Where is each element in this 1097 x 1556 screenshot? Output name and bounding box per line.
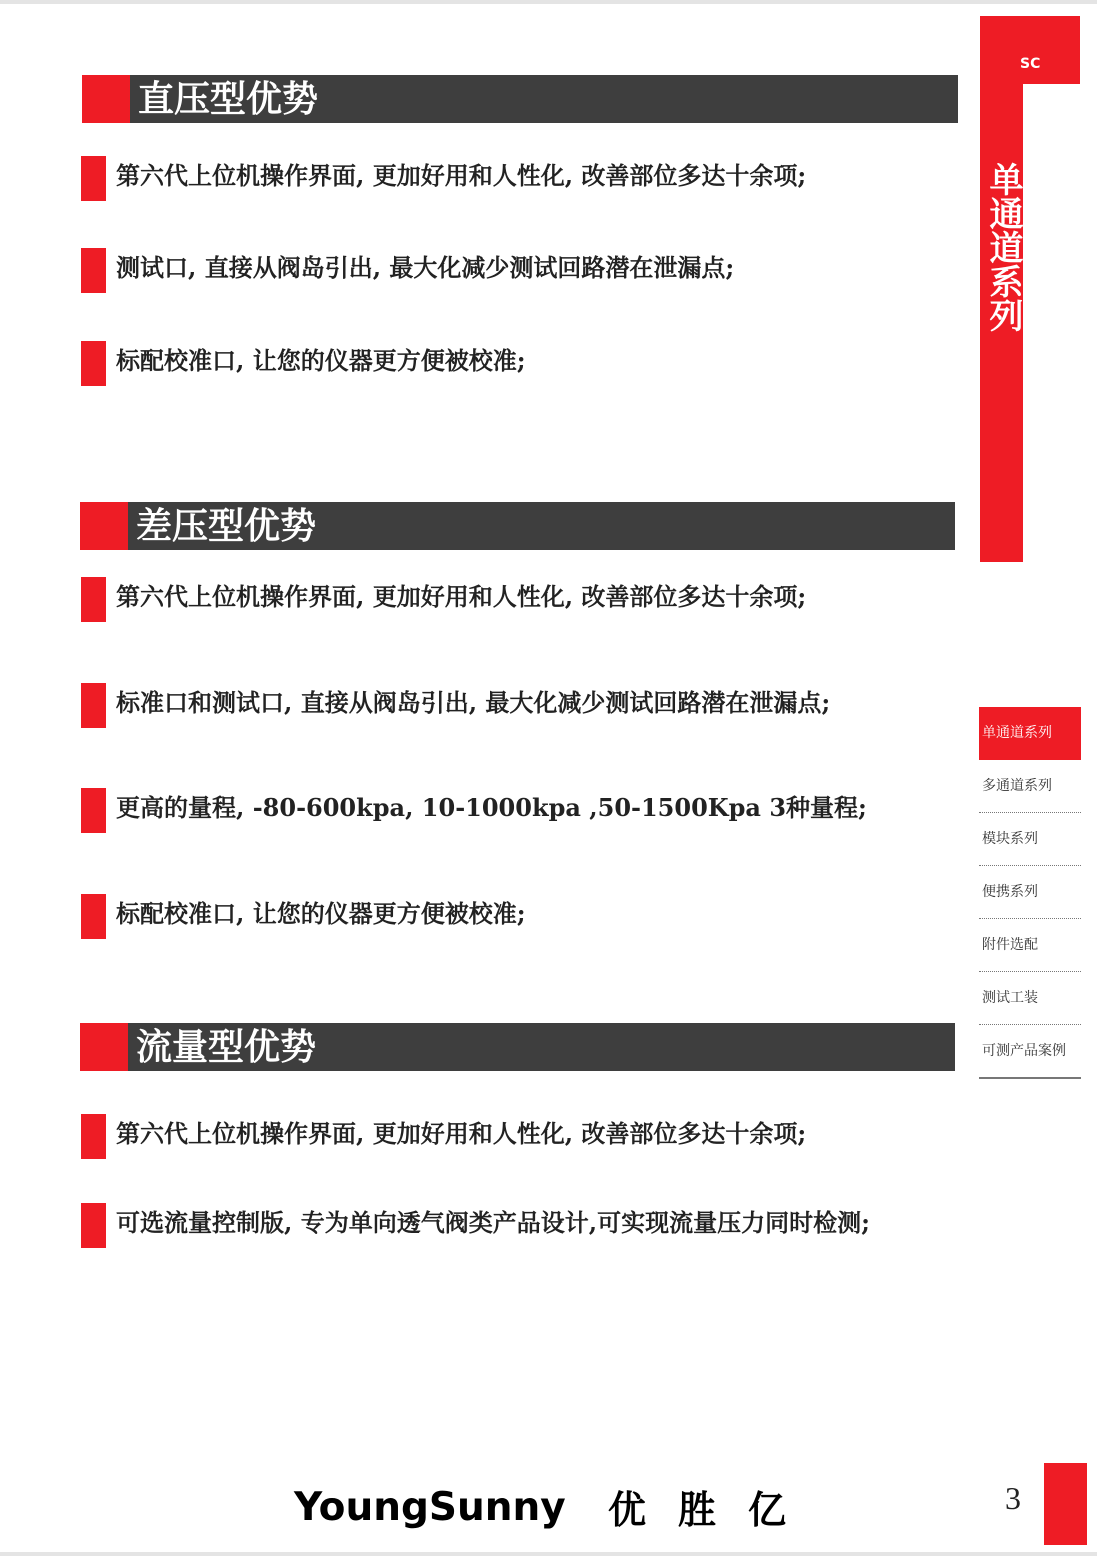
nav-item-multi-channel[interactable]: 多通道系列: [979, 760, 1081, 813]
red-marker: [81, 577, 106, 622]
brand-name-en: YoungSunny: [294, 1485, 566, 1530]
red-marker: [81, 683, 106, 728]
list-item: [81, 248, 961, 294]
section-header-differential-pressure: [80, 502, 955, 550]
list-item: [81, 683, 961, 729]
list-item: [81, 577, 961, 623]
nav-item-accessories[interactable]: 附件选配: [979, 919, 1081, 972]
red-marker: [81, 248, 106, 293]
list-item-text: 更高的量程, -80-600kpa, 10-1000kpa ,50-1500Kpa 3种量程;: [116, 793, 867, 822]
section-header-direct-pressure: [82, 75, 958, 123]
page-number: 3: [1005, 1480, 1021, 1516]
list-item-text: 第六代上位机操作界面, 更加好用和人性化, 改善部位多达十余项;: [116, 161, 807, 190]
page-tab: [1044, 1463, 1087, 1545]
list-item-text: 标配校准口, 让您的仪器更方便被校准;: [116, 346, 526, 375]
nav-item-single-channel[interactable]: 单通道系列: [979, 707, 1081, 760]
nav-item-product-cases[interactable]: 可测产品案例: [979, 1025, 1081, 1079]
side-tab-flag: [980, 16, 1080, 84]
series-code: SC: [1020, 56, 1041, 72]
list-item: [81, 894, 961, 940]
side-tab-title: 单通道系列: [983, 162, 1023, 332]
nav-item-portable[interactable]: 便携系列: [979, 866, 1081, 919]
list-item: [81, 341, 961, 387]
list-item: [81, 156, 961, 202]
list-item: [81, 1114, 961, 1160]
red-marker: [81, 788, 106, 833]
list-item-text: 第六代上位机操作界面, 更加好用和人性化, 改善部位多达十余项;: [116, 1119, 807, 1148]
brand-name-cn: 优胜亿: [608, 1487, 819, 1532]
section-title: 流量型优势: [136, 1026, 317, 1068]
series-nav: [979, 707, 1081, 1079]
list-item-text: 标配校准口, 让您的仪器更方便被校准;: [116, 899, 526, 928]
red-marker: [81, 156, 106, 201]
list-item: [81, 1203, 961, 1249]
nav-item-module[interactable]: 模块系列: [979, 813, 1081, 866]
section-red-block: [82, 75, 130, 123]
section-title: 差压型优势: [136, 505, 317, 547]
section-red-block: [80, 1023, 128, 1071]
list-item: [81, 788, 961, 834]
list-item-text: 测试口, 直接从阀岛引出, 最大化减少测试回路潜在泄漏点;: [116, 253, 735, 282]
red-marker: [81, 341, 106, 386]
red-marker: [81, 894, 106, 939]
list-item-text: 标准口和测试口, 直接从阀岛引出, 最大化减少测试回路潜在泄漏点;: [116, 688, 831, 717]
section-title: 直压型优势: [138, 78, 319, 120]
red-marker: [81, 1203, 106, 1248]
red-marker: [81, 1114, 106, 1159]
top-rule: [0, 0, 1097, 4]
list-item-text: 可选流量控制版, 专为单向透气阀类产品设计,可实现流量压力同时检测;: [116, 1208, 870, 1237]
nav-item-test-fixtures[interactable]: 测试工装: [979, 972, 1081, 1025]
section-header-flow: [80, 1023, 955, 1071]
section-red-block: [80, 502, 128, 550]
list-item-text: 第六代上位机操作界面, 更加好用和人性化, 改善部位多达十余项;: [116, 582, 807, 611]
bottom-rule: [0, 1552, 1097, 1556]
